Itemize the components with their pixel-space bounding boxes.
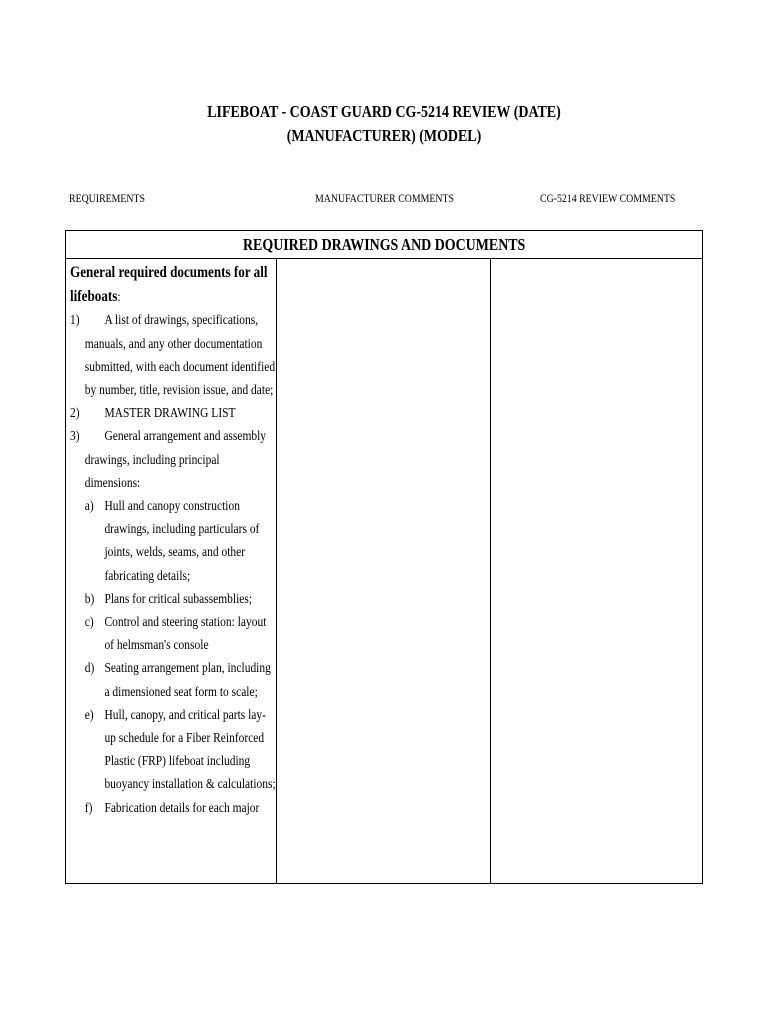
list-item-number: 3) xyxy=(70,429,80,445)
sub-list-item-letter: c) xyxy=(84,615,94,631)
sub-list-item-text: Control and steering station: layout of helmsman's console xyxy=(104,615,267,654)
sub-list-item-text: Seating arrangement plan, including a dimensioned seat form to scale; xyxy=(104,661,271,700)
list-item xyxy=(70,402,277,425)
list-item xyxy=(70,309,277,402)
sub-list-item xyxy=(70,588,277,611)
list-item-number: 2) xyxy=(70,406,80,422)
section-heading-text: REQUIRED DRAWINGS AND DOCUMENTS xyxy=(242,235,526,254)
requirements-column-header: REQUIREMENTS xyxy=(69,191,145,205)
sub-list-item-text: Hull, canopy, and critical parts lay-up schedule for a Fiber Reinforced Plastic (FRP) lifeboat including buoyancy installation & calculations; xyxy=(104,707,276,793)
sub-list-item xyxy=(70,657,277,703)
sub-list-item xyxy=(70,495,277,588)
list-item xyxy=(70,425,277,495)
general-documents-colon: : xyxy=(117,290,121,306)
review-comments-column-header: CG-5214 REVIEW COMMENTS xyxy=(540,191,676,205)
sub-list-item-text: Hull and canopy construction drawings, including particulars of joints, welds, seams, and other fabricating details; xyxy=(104,499,260,584)
sub-list-item-letter: d) xyxy=(84,661,95,677)
sub-list-item-letter: f) xyxy=(84,800,93,816)
column-divider-2 xyxy=(490,259,491,883)
section-heading xyxy=(66,231,702,259)
requirements-table xyxy=(65,230,703,884)
list-item-number: 1) xyxy=(70,313,80,329)
list-item-text: A list of drawings, specifications, manuals, and any other documentation submitted, with each document identified by number, title, revision issue, and date; xyxy=(84,313,276,399)
document-subtitle: (MANUFACTURER) (MODEL) xyxy=(286,126,482,145)
manufacturer-comments-column-header: MANUFACTURER COMMENTS xyxy=(315,191,454,205)
requirements-cell xyxy=(70,261,276,820)
sub-list-item-text: Fabrication details for each major xyxy=(104,800,260,816)
list-item-text: MASTER DRAWING LIST xyxy=(104,406,236,422)
sub-list-item-text: Plans for critical subassemblies; xyxy=(104,591,253,607)
sub-list-item-letter: b) xyxy=(84,591,95,607)
document-title: LIFEBOAT - COAST GUARD CG-5214 REVIEW (DATE) xyxy=(207,102,561,121)
sub-list-item xyxy=(70,797,277,820)
general-documents-heading xyxy=(70,261,277,309)
general-documents-label: General required documents for all lifeboats xyxy=(70,264,268,306)
sub-list-item-letter: a) xyxy=(84,499,94,515)
sub-list-item xyxy=(70,704,277,797)
list-item-text: General arrangement and assembly drawings, including principal dimensions: xyxy=(84,429,267,491)
sub-list-item-letter: e) xyxy=(84,707,94,723)
sub-list-item xyxy=(70,611,277,657)
